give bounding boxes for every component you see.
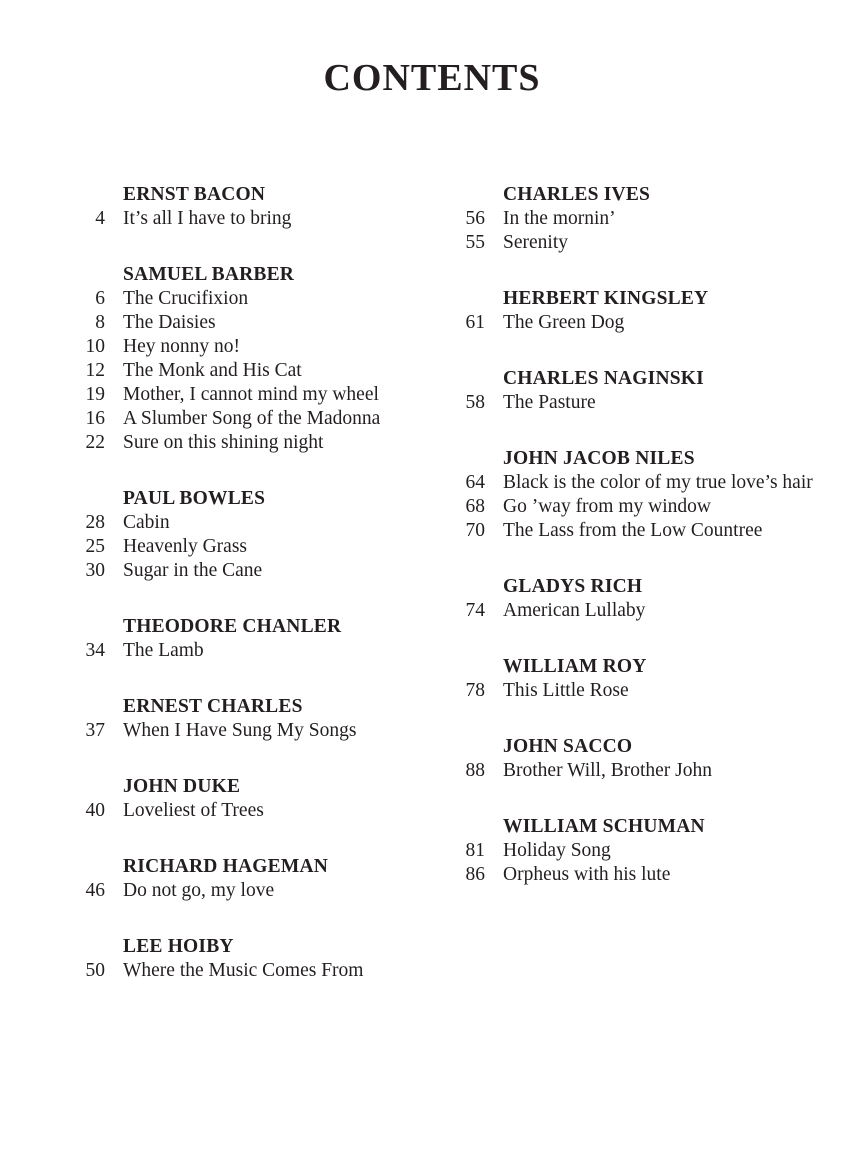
song-page-number: 46 [85,880,105,901]
composer-section [60,183,440,231]
song-row [440,495,844,519]
composer-name: CHARLES NAGINSKI [503,368,704,389]
song-row [440,391,844,415]
song-title: Cabin [123,512,170,533]
song-row [60,431,440,455]
song-title: A Slumber Song of the Madonna [123,408,381,429]
composer-name: JOHN JACOB NILES [503,448,695,469]
song-page-number: 74 [465,600,485,621]
song-row [60,639,440,663]
song-row [440,679,844,703]
song-title: The Lamb [123,640,204,661]
song-page-number: 28 [85,512,105,533]
song-title: Black is the color of my true love’s hair [503,472,813,493]
composer-name: THEODORE CHANLER [123,616,342,637]
song-title: Sugar in the Cane [123,560,263,581]
contents-columns [0,183,864,1015]
song-page-number: 64 [465,472,485,493]
song-page-number: 34 [85,640,105,661]
song-page-number: 37 [85,720,105,741]
song-page-number: 58 [465,392,485,413]
composer-name: CHARLES IVES [503,184,651,205]
song-row [60,559,440,583]
song-page-number: 56 [465,208,485,229]
composer-section [440,367,844,415]
page-title: CONTENTS [323,57,541,99]
song-title: Hey nonny no! [123,336,240,357]
song-page-number: 81 [465,840,485,861]
composer-section [440,447,844,543]
composer-section [440,815,844,887]
song-title: The Crucifixion [123,288,249,309]
song-title: Heavenly Grass [123,536,247,557]
song-row [60,207,440,231]
song-title: Loveliest of Trees [123,800,264,821]
song-page-number: 68 [465,496,485,517]
song-page-number: 22 [85,432,105,453]
composer-section [440,183,844,255]
song-title: The Lass from the Low Countree [503,520,763,541]
song-row [440,471,844,495]
song-row [440,839,844,863]
composer-section [60,695,440,743]
composer-name: ERNST BACON [123,184,266,205]
contents-column-right [440,183,844,919]
song-title: The Green Dog [503,312,625,333]
song-page-number: 61 [465,312,485,333]
song-row [440,311,844,335]
song-row [60,879,440,903]
song-title: It’s all I have to bring [123,208,292,229]
song-page-number: 4 [95,208,105,229]
song-page-number: 40 [85,800,105,821]
song-row [60,799,440,823]
composer-section [60,263,440,455]
song-title: Serenity [503,232,568,253]
song-title: The Monk and His Cat [123,360,302,381]
composer-section [440,287,844,335]
composer-name: RICHARD HAGEMAN [123,856,329,877]
composer-name: GLADYS RICH [503,576,643,597]
song-row [60,383,440,407]
song-title: Mother, I cannot mind my wheel [123,384,379,405]
contents-column-left [60,183,440,1015]
song-page-number: 16 [85,408,105,429]
song-page-number: 50 [85,960,105,981]
song-row [60,511,440,535]
composer-section [440,575,844,623]
song-page-number: 70 [465,520,485,541]
song-title: Brother Will, Brother John [503,760,712,781]
composer-section [440,655,844,703]
song-row [60,311,440,335]
song-title: The Pasture [503,392,596,413]
song-title: When I Have Sung My Songs [123,720,357,741]
song-page-number: 25 [85,536,105,557]
song-page-number: 55 [465,232,485,253]
composer-name: WILLIAM ROY [503,656,647,677]
song-page-number: 30 [85,560,105,581]
song-page-number: 6 [95,288,105,309]
composer-name: JOHN SACCO [503,736,633,757]
composer-name: PAUL BOWLES [123,488,266,509]
song-title: Where the Music Comes From [123,960,364,981]
song-title: Go ’way from my window [503,496,711,517]
song-row [60,535,440,559]
song-page-number: 8 [95,312,105,333]
song-page-number: 88 [465,760,485,781]
song-row [440,759,844,783]
composer-section [60,487,440,583]
song-page-number: 10 [85,336,105,357]
song-row [440,207,844,231]
composer-section [60,775,440,823]
song-row [440,231,844,255]
song-page-number: 12 [85,360,105,381]
composer-name: HERBERT KINGSLEY [503,288,709,309]
composer-section [440,735,844,783]
song-row [440,863,844,887]
composer-section [60,615,440,663]
song-row [60,407,440,431]
song-page-number: 19 [85,384,105,405]
song-row [60,719,440,743]
song-page-number: 86 [465,864,485,885]
composer-section [60,855,440,903]
composer-name: SAMUEL BARBER [123,264,295,285]
composer-name: JOHN DUKE [123,776,241,797]
song-title: Sure on this shining night [123,432,324,453]
song-title: This Little Rose [503,680,629,701]
composer-name: ERNEST CHARLES [123,696,303,717]
song-title: American Lullaby [503,600,646,621]
composer-name: LEE HOIBY [123,936,234,957]
song-title: Holiday Song [503,840,611,861]
song-page-number: 78 [465,680,485,701]
song-row [60,359,440,383]
composer-name: WILLIAM SCHUMAN [503,816,705,837]
composer-section [60,935,440,983]
song-title: Do not go, my love [123,880,275,901]
song-row [440,599,844,623]
song-row [60,959,440,983]
song-row [60,287,440,311]
song-row [60,335,440,359]
song-title: Orpheus with his lute [503,864,671,885]
song-title: The Daisies [123,312,216,333]
song-title: In the mornin’ [503,208,616,229]
song-row [440,519,844,543]
